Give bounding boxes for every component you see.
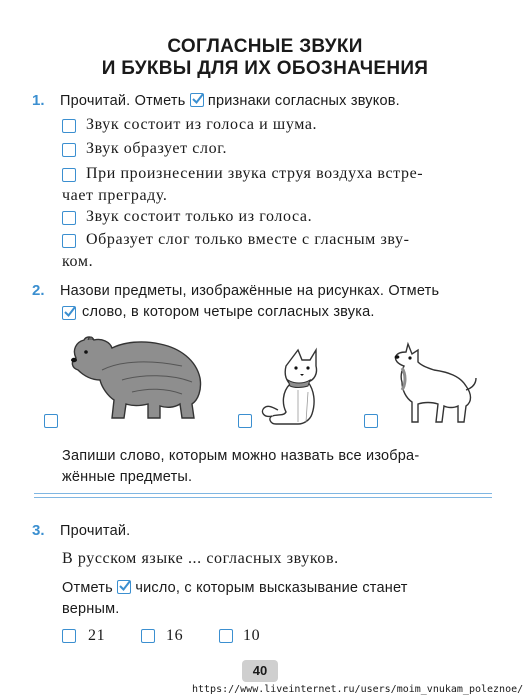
- task1-option3-checkbox[interactable]: [62, 168, 76, 182]
- task1-option5-checkbox[interactable]: [62, 234, 76, 248]
- bear-illustration: [62, 330, 212, 422]
- task1-option3-cont: чает преграду.: [62, 187, 168, 204]
- task1-option2-checkbox[interactable]: [62, 143, 76, 157]
- checked-box-icon: [62, 306, 76, 320]
- title-line-2: И БУКВЫ ДЛЯ ИХ ОБОЗНАЧЕНИЯ: [101, 58, 429, 79]
- choice-10-checkbox[interactable]: [219, 629, 233, 643]
- choice-16-label: 16: [166, 627, 184, 644]
- task1-option1-checkbox[interactable]: [62, 119, 76, 133]
- task1-option1: Звук состоит из голоса и шума.: [86, 116, 318, 133]
- task3-number: 3.: [32, 522, 45, 539]
- checked-box-icon: [117, 580, 131, 594]
- choice-21-label: 21: [88, 627, 106, 644]
- task3-statement: В русском языке ... согласных звуков.: [62, 550, 339, 567]
- bear-checkbox[interactable]: [44, 414, 58, 428]
- answer-line-2[interactable]: [34, 497, 492, 498]
- task1-option5: Образует слог только вместе с гласным зву-: [86, 231, 410, 248]
- task1-option4: Звук состоит только из голоса.: [86, 208, 313, 225]
- task1-option3: При произнесении звука струя воздуха встре-: [86, 165, 424, 182]
- task1-option5-cont: ком.: [62, 253, 94, 270]
- task2-number: 2.: [32, 282, 45, 299]
- task2-prompt-line1: Назови предметы, изображённые на рисунках. Отметь: [60, 283, 440, 299]
- checked-box-icon: [190, 93, 204, 107]
- dog-illustration: [388, 340, 478, 426]
- title-line-1: СОГЛАСНЫЕ ЗВУКИ: [167, 36, 363, 57]
- choice-16-checkbox[interactable]: [141, 629, 155, 643]
- task1-prompt-before: Прочитай. Отметь: [60, 93, 186, 109]
- answer-line-1[interactable]: [34, 493, 492, 494]
- task2-write-line1: Запиши слово, которым можно назвать все изобра-: [62, 448, 420, 464]
- task1-prompt-after: признаки согласных звуков.: [207, 93, 400, 109]
- task2-write-line2: жённые предметы.: [62, 469, 193, 485]
- page-number: 40: [242, 660, 278, 682]
- task1-number: 1.: [32, 92, 45, 109]
- task1-prompt: [60, 93, 400, 109]
- dog-checkbox[interactable]: [364, 414, 378, 428]
- source-url[interactable]: https://www.liveinternet.ru/users/moim_vnukam_poleznoe/: [192, 684, 524, 695]
- task3-mark-cont: верным.: [62, 601, 120, 617]
- task3-mark-before: Отметь: [62, 580, 113, 596]
- task1-option4-checkbox[interactable]: [62, 211, 76, 225]
- task3-mark-after: число, с которым высказывание станет: [135, 580, 408, 596]
- cat-checkbox[interactable]: [238, 414, 252, 428]
- choice-10-label: 10: [243, 627, 261, 644]
- task2-prompt-line2: слово, в котором четыре согласных звука.: [82, 304, 375, 320]
- task3-mark-line: [62, 580, 408, 596]
- cat-illustration: [258, 346, 336, 428]
- choice-21-checkbox[interactable]: [62, 629, 76, 643]
- task3-prompt: Прочитай.: [60, 523, 131, 539]
- task1-option2: Звук образует слог.: [86, 140, 228, 157]
